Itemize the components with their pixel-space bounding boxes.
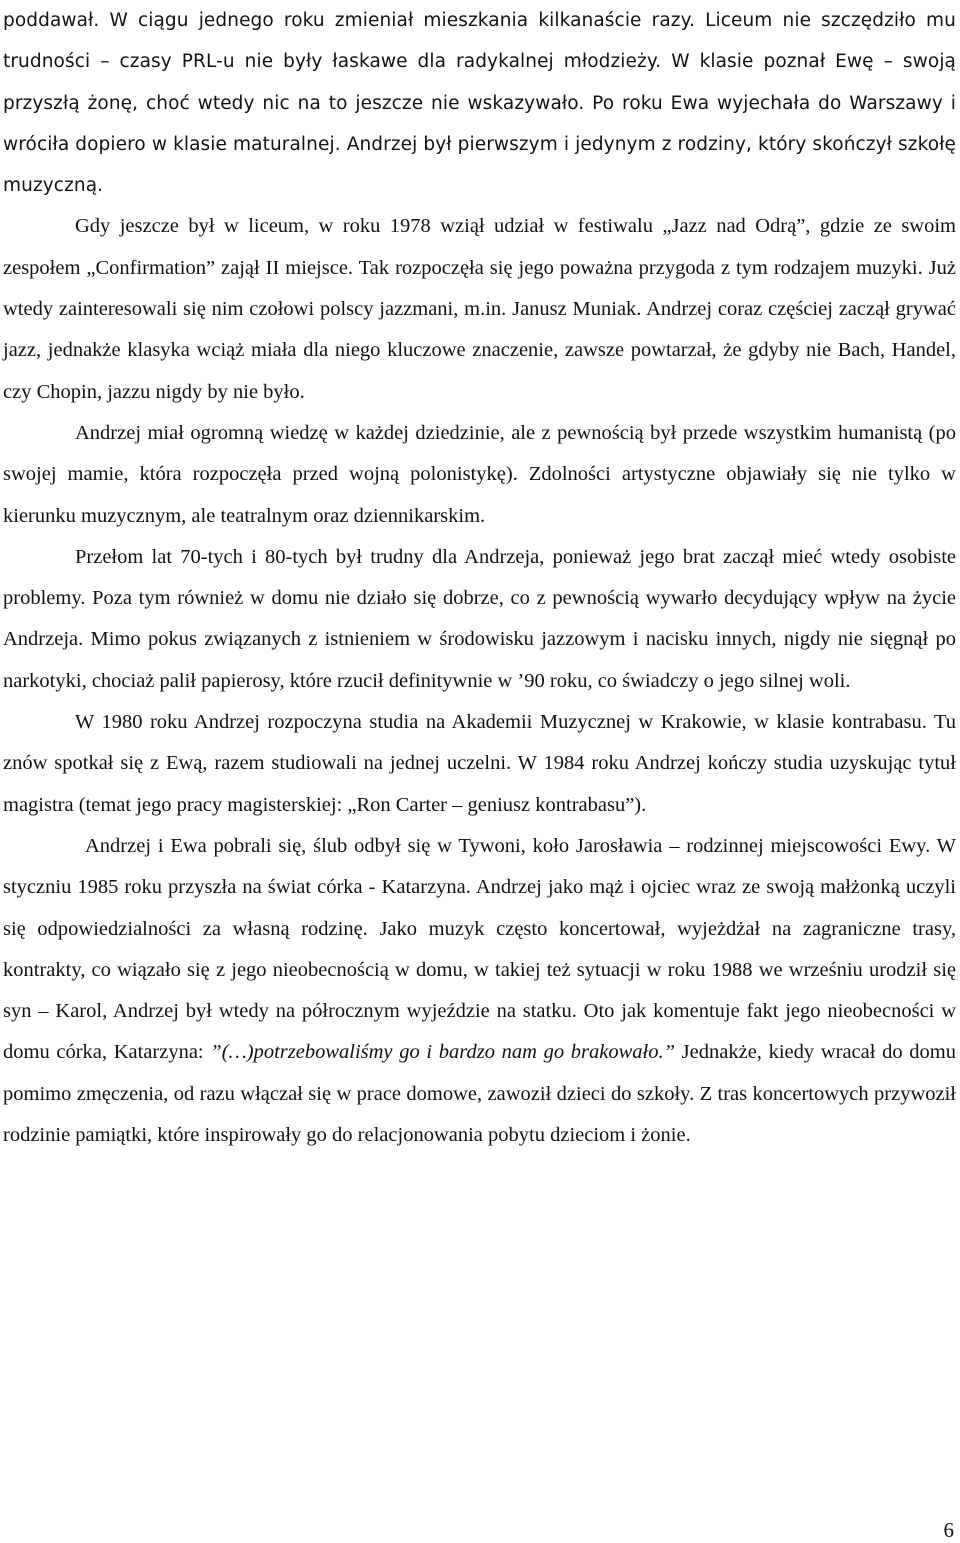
paragraph-6-quote: ”(…)potrzebowaliśmy go i bardzo nam go brakowało.” bbox=[210, 1041, 675, 1064]
document-body bbox=[3, 0, 956, 1156]
paragraph-3-text: Andrzej miał ogromną wiedzę w każdej dziedzinie, ale z pewnością był przede wszystkim humanistą (po swojej mamie, która rozpoczęła przed wojną polonistykę). Zdolności artystyczne objawiały się nie tylko w kierunku muzycznym, ale teatralnym oraz dziennikarskim. bbox=[3, 421, 956, 527]
paragraph-1-text-end: Andrzej był pierwszym i jedynym z rodziny, który skończył szkołę muzyczną. bbox=[3, 133, 956, 197]
paragraph-4 bbox=[3, 537, 956, 702]
paragraph-4-text: Przełom lat 70-tych i 80-tych był trudny dla Andrzeja, ponieważ jego brat zaczął mieć wtedy osobiste problemy. Poza tym również w domu nie działo się dobrze, co z pewnością wywarło decydujący wpływ na życie Andrzeja. Mimo pokus związanych z istnieniem w środowisku jazzowym i nacisku innych, nigdy nie sięgnął po narkotyki, chociaż palił papierosy, które rzucił definitywnie w ’90 roku, co świadczy o jego silnej woli. bbox=[3, 545, 956, 692]
page-number: 6 bbox=[943, 1518, 954, 1542]
paragraph-6-text-a: Andrzej i Ewa pobrali się, ślub odbył się w Tywoni, koło Jarosławia – rodzinnej miejscowości Ewy. W styczniu 1985 roku przyszła na świat córka - Katarzyna. Andrzej jako mąż i ojciec wraz ze swoją małżonką uczyli się odpowiedzialności za własną rodzinę. Jako muzyk często koncertował, wyjeżdżał na zagraniczne trasy, kontrakty, co wiązało się z jego nieobecnością w domu, w takiej też sytuacji w roku 1988 we wrześniu urodził się syn – Karol, Andrzej był wtedy na półrocznym wyjeździe na statku. Oto jak komentuje fakt jego nieobecności w domu córka, Katarzyna: bbox=[3, 834, 956, 1064]
paragraph-1-text: poddawał. W ciągu jednego roku zmieniał mieszkania kilkanaście razy. Liceum nie szczędziło mu trudności – czasy PRL-u nie były łaskawe dla radykalnej młodzieży. W klasie poznał Ewę – swoją przyszłą żonę, choć wtedy nic na to jeszcze nie wskazywało. Po roku Ewa wyjechała do Warszawy i wróciła dopiero w klasie maturalnej. bbox=[3, 10, 956, 155]
paragraph-3 bbox=[3, 413, 956, 537]
paragraph-1 bbox=[3, 0, 956, 206]
paragraph-6 bbox=[3, 826, 956, 1156]
paragraph-5 bbox=[3, 702, 956, 826]
paragraph-5-text: W 1980 roku Andrzej rozpoczyna studia na Akademii Muzycznej w Krakowie, w klasie kontrabasu. Tu znów spotkał się z Ewą, razem studiowali na jednej uczelni. W 1984 roku Andrzej kończy studia uzyskując tytuł magistra (temat jego pracy magisterskiej: „Ron Carter – geniusz kontrabasu”). bbox=[3, 711, 956, 816]
paragraph-2-text: Gdy jeszcze był w liceum, w roku 1978 wziął udział w festiwalu „Jazz nad Odrą”, gdzie ze swoim zespołem „Confirmation” zajął II miejsce. Tak rozpoczęła się jego poważna przygoda z tym rodzajem muzyki. Już wtedy zainteresowali się nim czołowi polscy jazzmani, m.in. Janusz Muniak. Andrzej coraz częściej zaczął grywać jazz, jednakże klasyka wciąż miała dla niego kluczowe znaczenie, zawsze powtarzał, że gdyby nie Bach, Handel, czy Chopin, jazzu nigdy by nie było. bbox=[3, 215, 956, 403]
paragraph-6-text-b: Jednakże, kiedy wracał do domu pomimo zmęczenia, od razu włączał się w prace domowe, zawoził dzieci do szkoły. Z tras koncertowych przywoził rodzinie pamiątki, które inspirowały go do relacjonowania pobytu dzieciom i żonie. bbox=[3, 1041, 956, 1147]
paragraph-2 bbox=[3, 206, 956, 412]
